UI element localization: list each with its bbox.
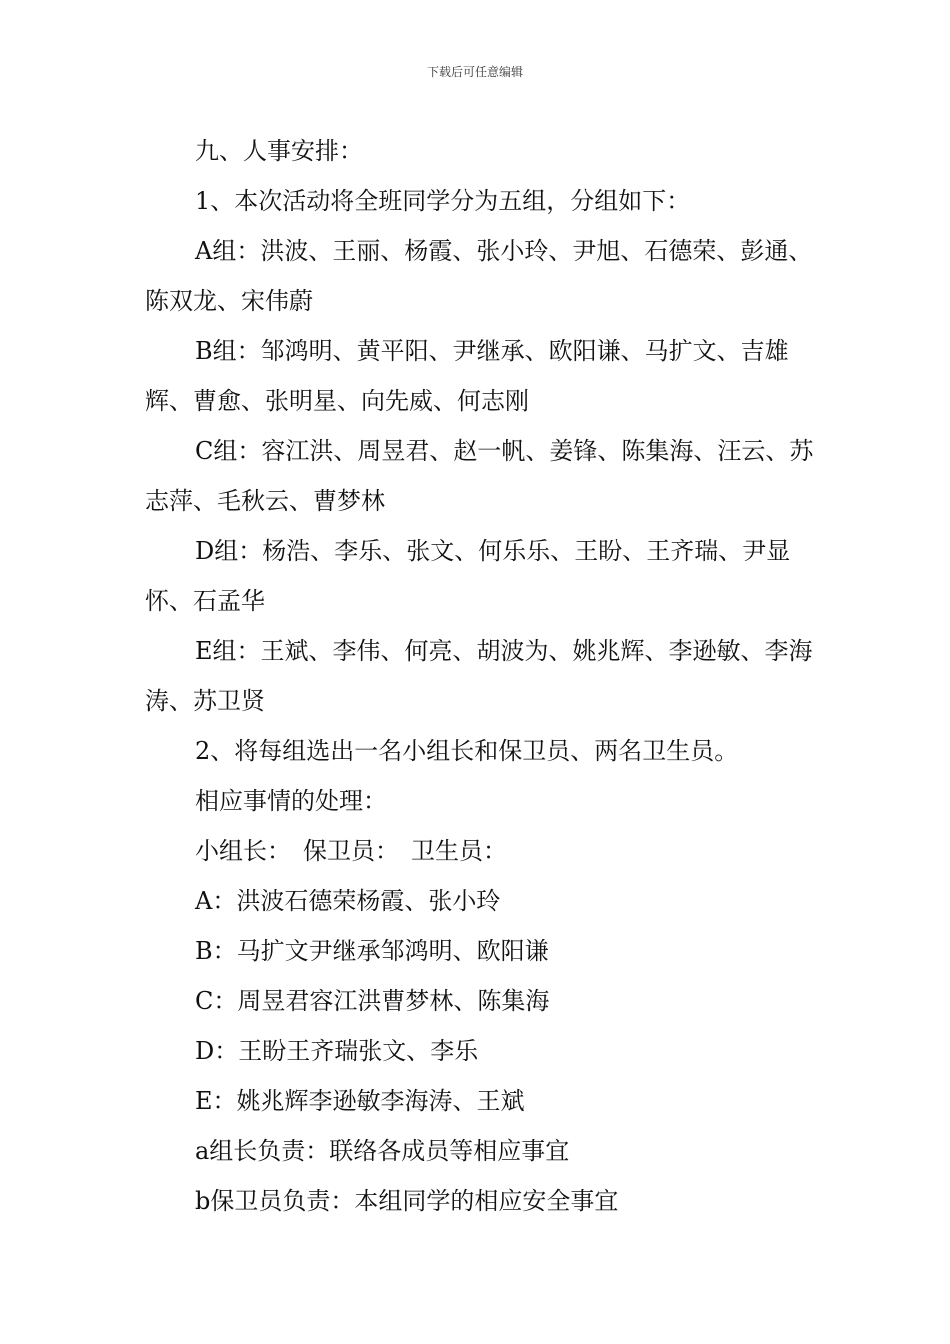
paragraph-roles-c: C：周昱君容江洪曹梦林、陈集海 (195, 987, 550, 1015)
paragraph-roles-a: A：洪波石德荣杨霞、张小玲 (195, 887, 501, 915)
paragraph-roles-intro: 2、将每组选出一名小组长和保卫员、两名卫生员。 (195, 737, 739, 765)
paragraph-group-a: A组：洪波、王丽、杨霞、张小玲、尹旭、石德荣、彭通、陈双龙、宋伟蔚 (145, 237, 813, 315)
paragraph-roles-header: 小组长： 保卫员： 卫生员： (195, 837, 507, 865)
paragraph-grouping-intro: 1、本次活动将全班同学分为五组，分组如下： (195, 187, 691, 215)
paragraph-roles-e: E：姚兆辉李逊敏李海涛、王斌 (195, 1087, 525, 1115)
paragraph-leader-duty: a组长负责：联络各成员等相应事宜 (195, 1137, 570, 1165)
section-heading: 九、人事安排： (195, 137, 363, 165)
document-body (145, 126, 835, 1226)
paragraph-guard-duty: b保卫员负责：本组同学的相应安全事宜 (195, 1187, 619, 1215)
paragraph-roles-d: D：王盼王齐瑞张文、李乐 (195, 1037, 479, 1065)
paragraph-handling-title: 相应事情的处理： (195, 787, 387, 815)
paragraph-group-c: C组：容江洪、周昱君、赵一帆、姜锋、陈集海、汪云、苏志萍、毛秋云、曹梦林 (145, 437, 814, 515)
paragraph-roles-b: B：马扩文尹继承邹鸿明、欧阳谦 (195, 937, 549, 965)
paragraph-group-b: B组：邹鸿明、黄平阳、尹继承、欧阳谦、马扩文、吉雄辉、曹愈、张明星、向先威、何志刚 (145, 337, 789, 415)
paragraph-group-e: E组：王斌、李伟、何亮、胡波为、姚兆辉、李逊敏、李海涛、苏卫贤 (145, 637, 813, 715)
page-header: 下载后可任意编辑 (426, 65, 523, 79)
paragraph-group-d: D组：杨浩、李乐、张文、何乐乐、王盼、王齐瑞、尹显怀、石孟华 (145, 537, 791, 615)
